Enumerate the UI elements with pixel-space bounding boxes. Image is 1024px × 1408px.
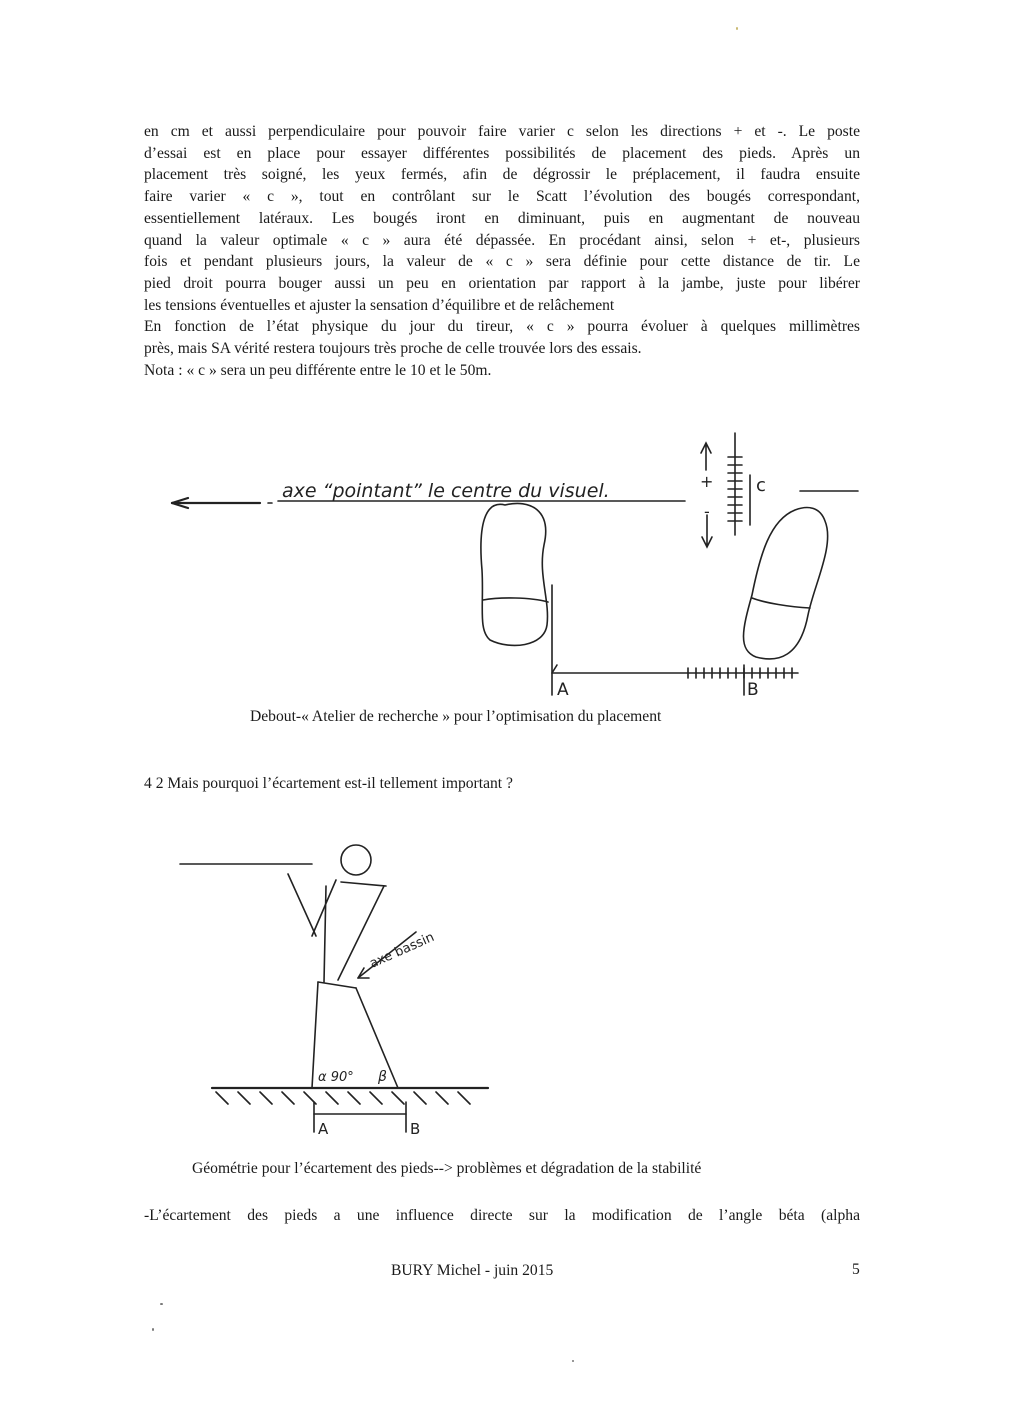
axis-label: axe “pointant” le centre du visuel. xyxy=(282,480,610,502)
text-line: près, mais SA vérité restera toujours très proche de celle trouvée lors des essais. xyxy=(144,339,642,357)
nota-line: Nota : « c » sera un peu différente entre le 10 et le 50m. xyxy=(144,362,492,379)
foot-placement-diagram xyxy=(160,425,880,705)
section-heading: 4 2 Mais pourquoi l’écartement est-il tellement important ? xyxy=(144,775,513,792)
text-line: En fonction de l’état physique du jour du tireur, « c » pourra évoluer à quelques millimètres xyxy=(144,318,860,335)
text-line: -L’écartement des pieds a une influence directe sur la modification de l’angle béta (alpha xyxy=(144,1207,860,1224)
scan-speck xyxy=(160,1303,163,1305)
minus-sign: - xyxy=(704,502,710,521)
scan-speck xyxy=(152,1328,154,1331)
plus-sign: + xyxy=(700,472,714,491)
footer-author: BURY Michel - juin 2015 xyxy=(391,1262,554,1279)
paragraph-2 xyxy=(144,316,860,359)
text-line: essentiellement latéraux. Les bougés iront en diminuant, puis en augmentant de nouveau xyxy=(144,209,860,227)
paragraph-3 xyxy=(144,1205,860,1227)
figure1-caption: Debout-« Atelier de recherche » pour l’optimisation du placement xyxy=(250,708,662,725)
scan-speck xyxy=(736,27,738,30)
alpha-angle-label: α 90° xyxy=(318,1070,354,1085)
stance-geometry-diagram xyxy=(176,840,506,1140)
text-line: faire varier « c », tout en contrôlant sur le Scatt l’évolution des bougés correspondant, xyxy=(144,188,860,206)
scan-speck xyxy=(572,1360,574,1362)
point-b-label: B xyxy=(747,680,759,700)
text-line: quand la valeur optimale « c » aura été dépassée. En procédant ainsi, selon + et-, plusieurs xyxy=(144,231,860,249)
figure2-caption: Géométrie pour l’écartement des pieds--> problèmes et dégradation de la stabilité xyxy=(192,1160,702,1177)
point-b-label: B xyxy=(410,1120,421,1138)
text-line: fois et pendant plusieurs jours, la valeur de « c » sera définie pour cette distance de tir. Le xyxy=(144,253,860,271)
text-line: les tensions éventuelles et ajuster la sensation d’équilibre et de relâchement xyxy=(144,296,615,314)
point-a-label: A xyxy=(557,680,569,700)
page-number: 5 xyxy=(852,1261,860,1278)
text-line: en cm et aussi perpendiculaire pour pouvoir faire varier c selon les directions + et -. Le poste xyxy=(144,123,860,140)
point-a-label: A xyxy=(318,1120,329,1138)
paragraph-1 xyxy=(144,121,860,316)
text-line: pied droit pourra bouger aussi un peu en orientation par rapport à la jambe, juste pour libérer xyxy=(144,274,860,292)
text-line: placement très soigné, les yeux fermés, afin de dégrossir le préplacement, il faudra ensuite xyxy=(144,166,860,184)
beta-angle-label: β xyxy=(378,1069,387,1085)
c-label: c xyxy=(756,475,766,496)
text-line: d’essai est en place pour essayer différentes possibilités de placement des pieds. Après un xyxy=(144,144,860,162)
pelvis-axis-label: axe bassin xyxy=(367,929,437,972)
